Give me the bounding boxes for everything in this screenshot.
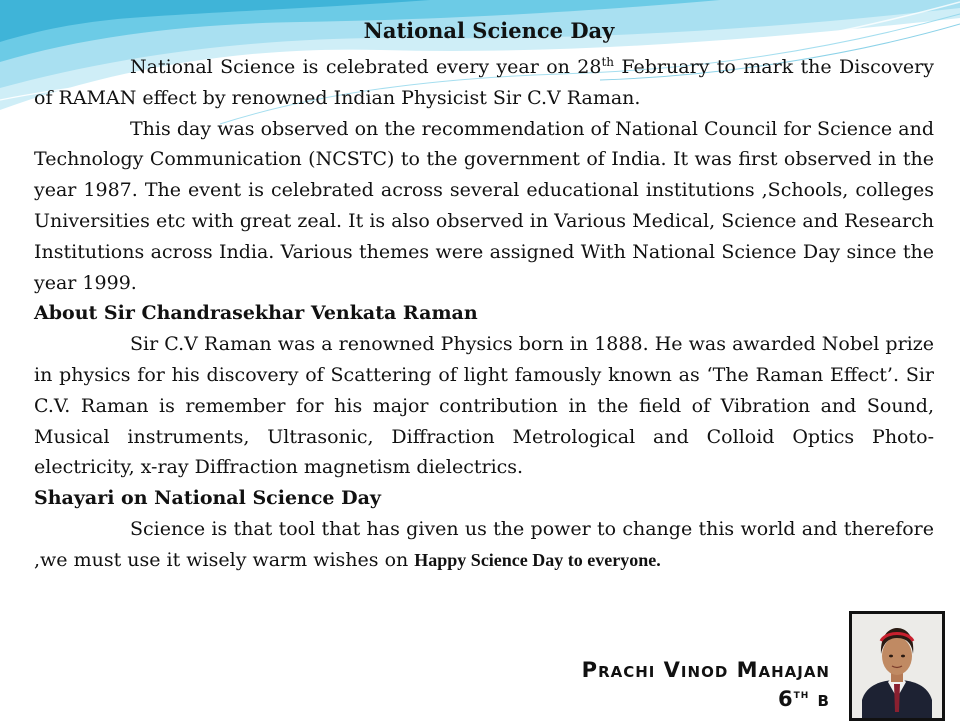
about-heading: About Sir Chandrasekhar Venkata Raman (34, 302, 478, 325)
page-title: National Science Day (363, 18, 615, 43)
shayari-paragraph (34, 514, 934, 576)
shayari-text: Science is that tool that has given us the power to change this world and therefore ,we must use it wisely warm wishes on (34, 517, 934, 571)
shayari-heading: Shayari on National Science Day (34, 487, 381, 510)
grade-section: b (809, 687, 830, 711)
grade-superscript: th (793, 687, 810, 702)
shayari-closing: Happy Science Day to everyone. (414, 549, 661, 570)
document-body (34, 14, 934, 576)
about-paragraph: Sir C.V Raman was a renowned Physics born in 1888. He was awarded Nobel prize in physics for his discovery of Scattering of light famously known as ‘The Raman Effect’. Sir C.V. Raman is remember for his major contribution in the field of Vibration and Sound, Musical instruments, Ultrasonic, Diffraction Metrological and Colloid Optics Photo-electricity, x-ray Diffraction magnetism dielectrics. (34, 333, 934, 479)
history-paragraph: This day was observed on the recommendation of National Council for Science and Technology Communication (NCSTC) to the government of India. It was first observed in the year 1987. The event is celebrated across several educational institutions ,Schools, colleges Universities etc with great zeal. It is also observed in Various Medical, Science and Research Institutions across India. Various themes were assigned With National Science Day since the year 1999. (34, 117, 934, 294)
intro-text-end: February to mark the Discovery of RAMAN effect by renowned Indian Physicist Sir C.V Raman. (34, 56, 934, 109)
student-portrait-illustration (852, 614, 942, 718)
grade-number: 6 (777, 687, 794, 711)
author-name: Prachi Vinod Mahajan (581, 658, 830, 682)
intro-text-start: National Science is celebrated every year on 28 (130, 56, 602, 78)
intro-paragraph (34, 52, 934, 114)
date-ordinal-superscript: th (601, 55, 614, 69)
author-block (582, 656, 830, 714)
student-photo (849, 611, 945, 721)
author-grade (582, 685, 830, 714)
